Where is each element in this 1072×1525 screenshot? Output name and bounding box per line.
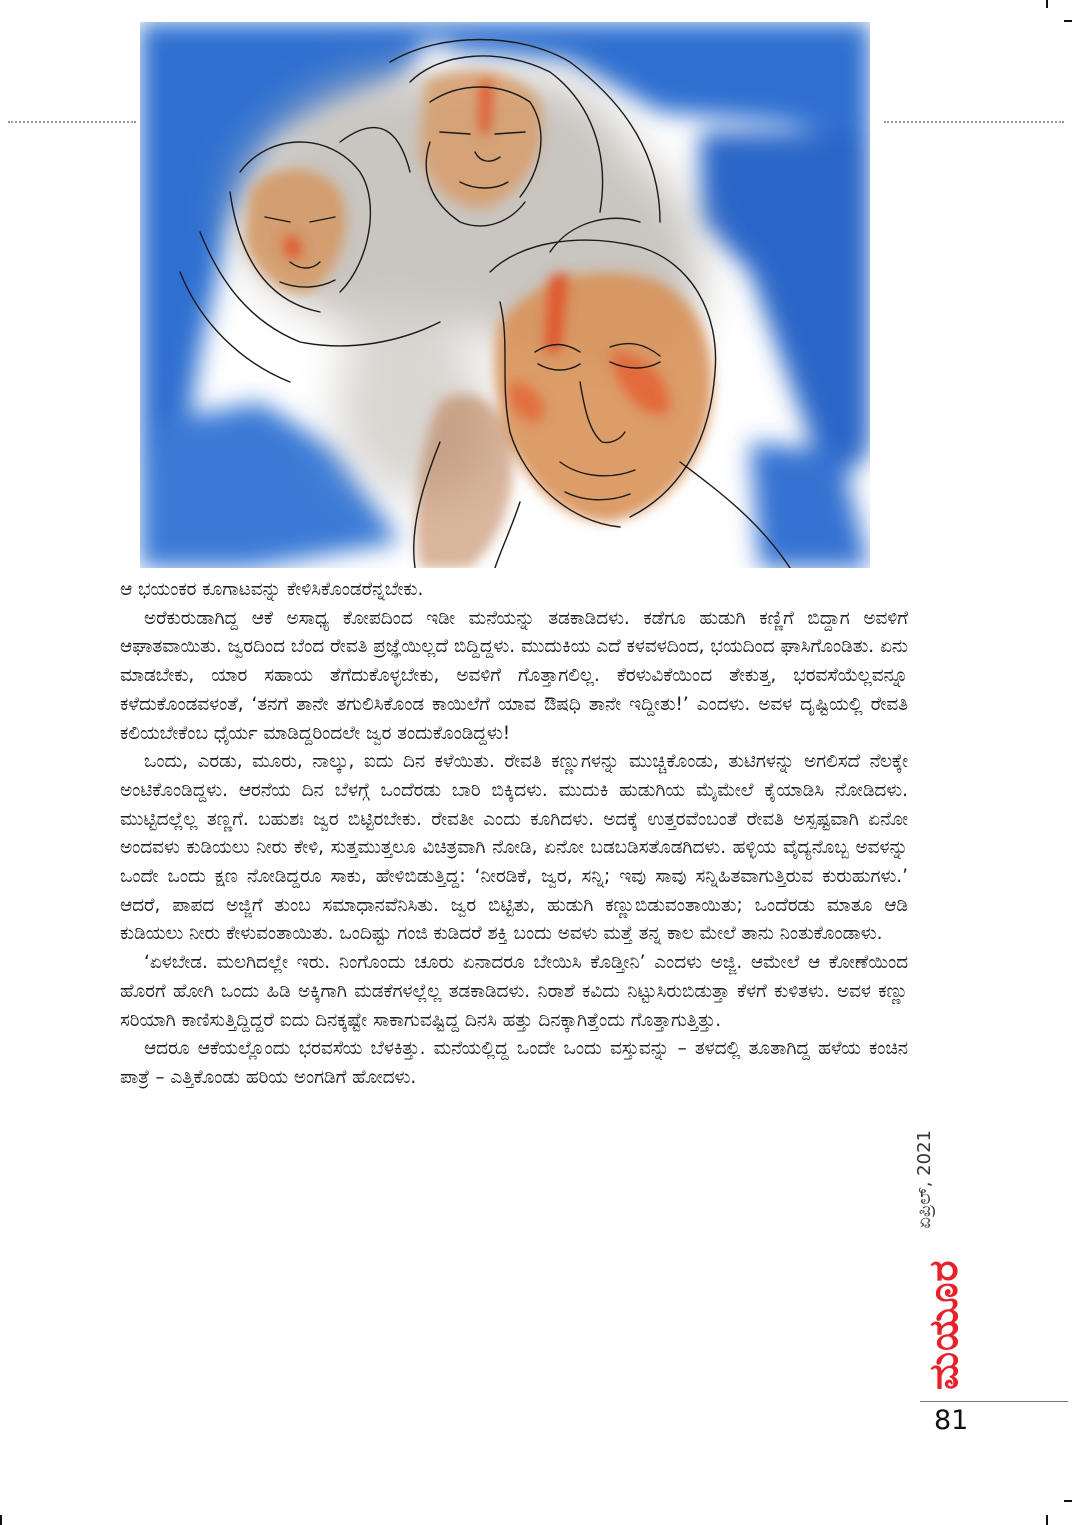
crop-mark bbox=[1046, 1515, 1048, 1525]
crop-mark bbox=[1064, 1500, 1072, 1502]
dotted-rule-right bbox=[884, 121, 1064, 123]
story-illustration bbox=[140, 22, 870, 568]
story-paragraph: ಆ ಭಯಂಕರ ಕೂಗಾಟವನ್ನು ಕೇಳಿಸಿಕೊಂಡರೆನ್ನಬೇಕು. bbox=[120, 579, 424, 600]
crop-mark bbox=[1046, 0, 1048, 8]
dotted-rule-left bbox=[8, 121, 136, 123]
illustration-drawing bbox=[140, 22, 870, 568]
issue-date: ಏಪ್ರಿಲ್, 2021 bbox=[914, 1130, 935, 1229]
footer-rule bbox=[920, 1401, 1068, 1402]
story-paragraph: ‘ಏಳಬೇಡ. ಮಲಗಿದಲ್ಲೇ ಇರು. ನಿಂಗೊಂದು ಚೂರು ಏನಾದರೂ ಬೇಯಿಸಿ ಕೊಡ್ತೀನಿ’ ಎಂದಳು ಅಜ್ಜಿ. ಆಮೇಲೆ ಆ ಕೋಣೆಯಿಂದ ಹೊರಗೆ ಹೋಗಿ ಒಂದು ಹಿಡಿ ಅಕ್ಕಿಗಾಗಿ ಮಡಕೆಗಳಲ್ಲೆಲ್ಲ ತಡಕಾಡಿದಳು. ನಿರಾಶೆ ಕವಿದು ನಿಟ್ಟುಸಿರುಬಿಡುತ್ತಾ ಕೆಳಗೆ ಕುಳಿತಳು. ಅವಳ ಕಣ್ಣು ಸರಿಯಾಗಿ ಕಾಣಿಸುತ್ತಿದ್ದಿದ್ದರೆ ಐದು ದಿನಕ್ಕಷ್ಟೇ ಸಾಕಾಗುವಷ್ಟಿದ್ದ ದಿನಸಿ ಹತ್ತು ದಿನಕ್ಕಾಗಿತ್ತೆಂದು ಗೊತ್ತಾಗುತ್ತಿತ್ತು. bbox=[120, 952, 908, 1031]
story-paragraph: ಅರೆಕುರುಡಾಗಿದ್ದ ಆಕೆ ಅಸಾಧ್ಯ ಕೋಪದಿಂದ ಇಡೀ ಮನೆಯನ್ನು ತಡಕಾಡಿದಳು. ಕಡೆಗೂ ಹುಡುಗಿ ಕಣ್ಣಿಗೆ ಬಿದ್ದಾಗ ಅವಳಿಗೆ ಆಘಾತವಾಯಿತು. ಜ್ವರದಿಂದ ಬೆಂದ ರೇವತಿ ಪ್ರಜ್ಞೆಯಿಲ್ಲದೆ ಬಿದ್ದಿದ್ದಳು. ಮುದುಕಿಯ ಎದೆ ಕಳವಳದಿಂದ, ಭಯದಿಂದ ಘಾಸಿಗೊಂಡಿತು. ಏನು ಮಾಡಬೇಕು, ಯಾರ ಸಹಾಯ ತೆಗೆದುಕೊಳ್ಳಬೇಕು, ಅವಳಿಗೆ ಗೊತ್ತಾಗಲಿಲ್ಲ. ಕೆರಳುವಿಕೆಯಿಂದ ತೇಕುತ್ತ, ಭರವಸೆಯೆಲ್ಲವನ್ನೂ ಕಳೆದುಕೊಂಡವಳಂತೆ, ‘ತನಗೆ ತಾನೇ ತಗುಲಿಸಿಕೊಂಡ ಕಾಯಿಲೆಗೆ ಯಾವ ಔಷಧಿ ತಾನೇ ಇದ್ದೀತು!’ ಎಂದಳು. ಅವಳ ದೃಷ್ಟಿಯಲ್ಲಿ ರೇವತಿ ಕಲಿಯಬೇಕೆಂಬ ಧೈರ್ಯ ಮಾಡಿದ್ದರಿಂದಲೇ ಜ್ವರ ತಂದುಕೊಂಡಿದ್ದಳು! bbox=[120, 607, 908, 744]
story-text bbox=[120, 576, 908, 1093]
story-paragraph: ಆದರೂ ಆಕೆಯಲ್ಲೊಂದು ಭರವಸೆಯ ಬೆಳಕಿತ್ತು. ಮನೆಯಲ್ಲಿದ್ದ ಒಂದೇ ಒಂದು ವಸ್ತುವನ್ನು – ತಳದಲ್ಲಿ ತೂತಾಗಿದ್ದ ಹಳೆಯ ಕಂಚಿನ ಪಾತ್ರೆ – ಎತ್ತಿಕೊಂಡು ಹರಿಯ ಅಂಗಡಿಗೆ ಹೋದಳು. bbox=[120, 1038, 908, 1088]
crop-mark bbox=[1064, 20, 1072, 22]
crop-mark bbox=[0, 1515, 2, 1525]
magazine-logo: ಮಯೂರ bbox=[921, 1259, 967, 1390]
page-number: 81 bbox=[934, 1405, 969, 1436]
story-paragraph: ಒಂದು, ಎರಡು, ಮೂರು, ನಾಲ್ಕು, ಐದು ದಿನ ಕಳೆಯಿತು. ರೇವತಿ ಕಣ್ಣುಗಳನ್ನು ಮುಚ್ಚಿಕೊಂಡು, ತುಟಿಗಳನ್ನು ಅಗಲಿಸದೆ ನೆಲಕ್ಕೇ ಅಂಟಿಕೊಂಡಿದ್ದಳು. ಆರನೆಯ ದಿನ ಬೆಳಗ್ಗೆ ಒಂದೆರಡು ಬಾರಿ ಬಿಕ್ಕಿದಳು. ಮುದುಕಿ ಹುಡುಗಿಯ ಮೈಮೇಲೆ ಕೈಯಾಡಿಸಿ ನೋಡಿದಳು. ಮುಟ್ಟಿದಲ್ಲೆಲ್ಲ ತಣ್ಣಗೆ. ಬಹುಶಃ ಜ್ವರ ಬಿಟ್ಟಿರಬೇಕು. ರೇವತೀ ಎಂದು ಕೂಗಿದಳು. ಅದಕ್ಕೆ ಉತ್ತರವೆಂಬಂತೆ ರೇವತಿ ಅಸ್ಪಷ್ಟವಾಗಿ ಏನೋ ಅಂದವಳು ಕುಡಿಯಲು ನೀರು ಕೇಳಿ, ಸುತ್ತಮುತ್ತಲೂ ವಿಚಿತ್ರವಾಗಿ ನೋಡಿ, ಏನೋ ಬಡಬಡಿಸತೊಡಗಿದಳು. ಹಳ್ಳಿಯ ವೈದ್ಯನೊಬ್ಬ ಅವಳನ್ನು ಒಂದೇ ಒಂದು ಕ್ಷಣ ನೋಡಿದ್ದರೂ ಸಾಕು, ಹೇಳಿಬಿಡುತ್ತಿದ್ದ: ‘ನೀರಡಿಕೆ, ಜ್ವರ, ಸನ್ನಿ; ಇವು ಸಾವು ಸನ್ನಿಹಿತವಾಗುತ್ತಿರುವ ಕುರುಹುಗಳು.’ ಆದರೆ, ಪಾಪದ ಅಜ್ಜಿಗೆ ತುಂಬ ಸಮಾಧಾನವೆನಿಸಿತು. ಜ್ವರ ಬಿಟ್ಟಿತು, ಹುಡುಗಿ ಕಣ್ಣುಬಿಡುವಂತಾಯಿತು; ಒಂದೆರಡು ಮಾತೂ ಆಡಿ ಕುಡಿಯಲು ನೀರು ಕೇಳುವಂತಾಯಿತು. ಒಂದಿಷ್ಟು ಗಂಜಿ ಕುಡಿದರೆ ಶಕ್ತಿ ಬಂದು ಅವಳು ಮತ್ತೆ ತನ್ನ ಕಾಲ ಮೇಲೆ ತಾನು ನಿಂತುಕೊಂಡಾಳು. bbox=[120, 751, 908, 945]
